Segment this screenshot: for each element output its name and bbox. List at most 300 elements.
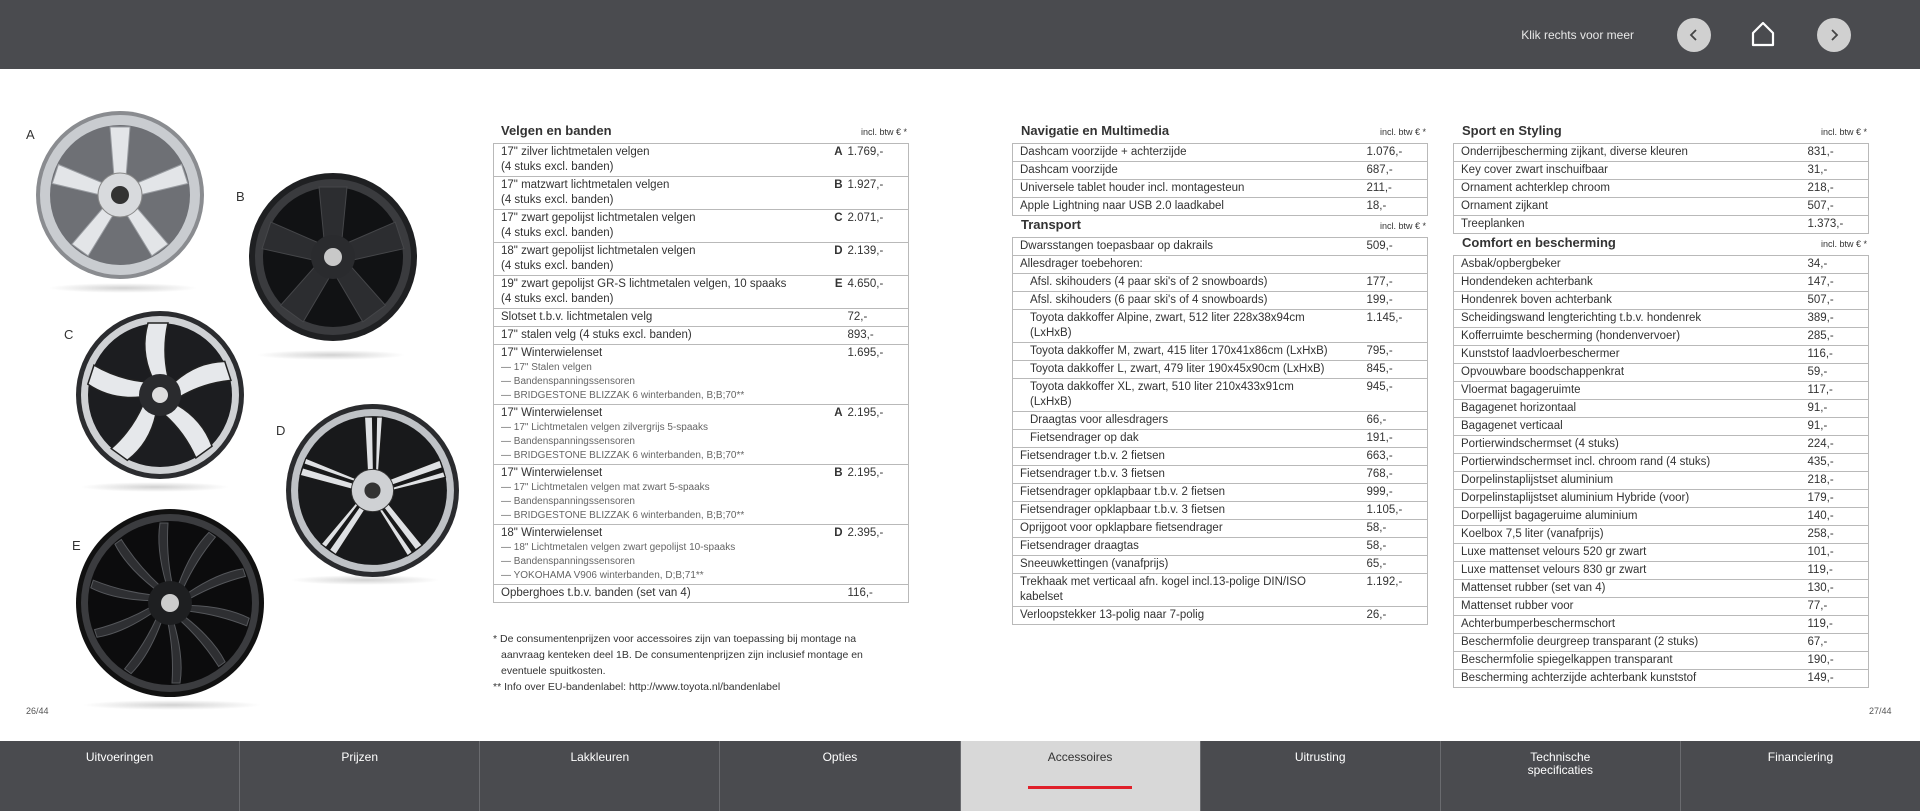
item-price: 26,- bbox=[1366, 607, 1428, 625]
item-price: 58,- bbox=[1366, 520, 1428, 538]
table-row bbox=[1454, 328, 1869, 346]
item-price: 101,- bbox=[1807, 544, 1869, 562]
table-row bbox=[1013, 574, 1428, 607]
footnote bbox=[493, 631, 913, 695]
item-price: 218,- bbox=[1807, 472, 1869, 490]
nav-tab-technische[interactable] bbox=[1441, 741, 1681, 811]
table-row bbox=[1454, 436, 1869, 454]
table-row bbox=[1454, 162, 1869, 180]
section-unit: incl. btw € * bbox=[1379, 127, 1426, 137]
item-name: 19" zwart gepolijst GR-S lichtmetalen velgen, 10 spaaks bbox=[501, 278, 787, 290]
item-name-cell bbox=[494, 327, 825, 345]
table-row bbox=[494, 276, 909, 309]
item-name-cont: kabelset bbox=[1020, 591, 1063, 603]
item-name: Portierwindschermset incl. chroom rand (4 stuks) bbox=[1461, 456, 1711, 468]
sport-comfort-section bbox=[1453, 123, 1869, 688]
item-name: Opberghoes t.b.v. banden (set van 4) bbox=[501, 587, 691, 599]
item-price: 2.071,- bbox=[847, 210, 909, 243]
item-price: 59,- bbox=[1807, 364, 1869, 382]
item-price: 1.192,- bbox=[1366, 574, 1428, 607]
wheel-a-image bbox=[35, 110, 205, 280]
item-price: 91,- bbox=[1807, 418, 1869, 436]
table-row bbox=[1454, 180, 1869, 198]
table-row bbox=[494, 177, 909, 210]
home-icon bbox=[1748, 18, 1778, 48]
item-price: 65,- bbox=[1366, 556, 1428, 574]
item-code: A bbox=[825, 144, 847, 177]
nav-tab-financiering[interactable] bbox=[1681, 741, 1920, 811]
item-name-cell bbox=[1013, 430, 1366, 448]
item-price: 211,- bbox=[1366, 180, 1428, 198]
item-code bbox=[825, 585, 847, 603]
item-price: 140,- bbox=[1807, 508, 1869, 526]
item-price: 31,- bbox=[1807, 162, 1869, 180]
table-row bbox=[1454, 454, 1869, 472]
item-name-cell bbox=[1454, 328, 1807, 346]
table-row bbox=[494, 465, 909, 525]
item-name-cell bbox=[1454, 198, 1807, 216]
item-name: Mattenset rubber voor bbox=[1461, 600, 1574, 612]
table-row bbox=[1454, 144, 1869, 162]
table-row bbox=[1454, 526, 1869, 544]
item-price: 893,- bbox=[847, 327, 909, 345]
footnote-line: * De consumentenprijzen voor accessoires zijn van toepassing bij montage na bbox=[493, 633, 857, 645]
section-header bbox=[1012, 217, 1428, 237]
table-row bbox=[494, 345, 909, 405]
item-name-cell bbox=[1013, 448, 1366, 466]
item-name-cell bbox=[1013, 538, 1366, 556]
wheel-letter: D bbox=[276, 423, 286, 438]
navigatie-transport-section bbox=[1012, 123, 1428, 625]
item-name: Fietsendrager t.b.v. 2 fietsen bbox=[1020, 450, 1165, 462]
section-title: Velgen en banden bbox=[501, 123, 612, 138]
table-row bbox=[1454, 562, 1869, 580]
table-row bbox=[1454, 256, 1869, 274]
item-name-cell bbox=[494, 177, 825, 210]
table-row bbox=[1013, 144, 1428, 162]
table-row bbox=[1454, 400, 1869, 418]
item-sub-line: — YOKOHAMA V906 winterbanden, D;B;71** bbox=[501, 570, 704, 581]
wheel-shadow bbox=[82, 700, 262, 710]
footnote-line: eventuele spuitkosten. bbox=[501, 665, 606, 677]
table-row bbox=[1454, 198, 1869, 216]
nav-tab-label: Financiering bbox=[1767, 750, 1834, 764]
item-name-cell bbox=[1013, 607, 1366, 625]
item-name-cell bbox=[1454, 490, 1807, 508]
table-row bbox=[1013, 466, 1428, 484]
section-title: Navigatie en Multimedia bbox=[1021, 123, 1170, 138]
item-note: (4 stuks excl. banden) bbox=[501, 194, 614, 206]
item-code: D bbox=[825, 525, 847, 585]
item-name: Treeplanken bbox=[1461, 218, 1525, 230]
nav-tab-uitvoeringen[interactable] bbox=[0, 741, 240, 811]
item-name: Fietsendrager opklapbaar t.b.v. 2 fietsen bbox=[1020, 486, 1225, 498]
item-code: D bbox=[825, 243, 847, 276]
item-name: 17" Winterwielenset bbox=[501, 347, 603, 359]
item-name-cell bbox=[1454, 292, 1807, 310]
sport-table bbox=[1453, 143, 1869, 234]
nav-tab-label: specificaties bbox=[1527, 763, 1593, 777]
item-name: Toyota dakkoffer M, zwart, 415 liter 170x41x86cm (LxHxB) bbox=[1030, 345, 1328, 357]
item-price: 18,- bbox=[1366, 198, 1428, 216]
wheel-e-image bbox=[75, 508, 265, 698]
item-price: 509,- bbox=[1366, 238, 1428, 256]
item-price: 91,- bbox=[1807, 400, 1869, 418]
item-name-cont: (LxHxB) bbox=[1030, 327, 1072, 339]
item-code: C bbox=[825, 210, 847, 243]
wheel-shadow bbox=[48, 283, 198, 293]
table-row bbox=[1013, 484, 1428, 502]
nav-tab-label: Opties bbox=[822, 750, 858, 764]
table-row bbox=[494, 243, 909, 276]
item-name-cell bbox=[494, 405, 825, 465]
item-name-cell bbox=[1454, 670, 1807, 688]
item-name: Key cover zwart inschuifbaar bbox=[1461, 164, 1609, 176]
item-sub-line: — Bandenspanningssensoren bbox=[501, 376, 635, 387]
item-name-cell bbox=[1454, 562, 1807, 580]
item-price: 768,- bbox=[1366, 466, 1428, 484]
item-note: (4 stuks excl. banden) bbox=[501, 260, 614, 272]
navigatie-table bbox=[1012, 143, 1428, 216]
item-name-cell bbox=[1013, 556, 1366, 574]
item-sub-line: — 17" Lichtmetalen velgen zilvergrijs 5-spaaks bbox=[501, 422, 708, 433]
table-row bbox=[1013, 607, 1428, 625]
item-name: 17" zilver lichtmetalen velgen bbox=[501, 146, 650, 158]
item-name: Slotset t.b.v. lichtmetalen velg bbox=[501, 311, 653, 323]
section-header bbox=[1012, 123, 1428, 143]
item-price: 507,- bbox=[1807, 292, 1869, 310]
section-unit: incl. btw € * bbox=[1379, 221, 1426, 231]
table-row bbox=[1013, 256, 1428, 274]
wheel-letter: E bbox=[72, 538, 81, 553]
item-name: Draagtas voor allesdragers bbox=[1030, 414, 1169, 426]
item-name-cell bbox=[1013, 484, 1366, 502]
item-price: 119,- bbox=[1807, 562, 1869, 580]
item-sub-line: — BRIDGESTONE BLIZZAK 6 winterbanden, B;B;70** bbox=[501, 450, 745, 461]
table-row bbox=[1013, 430, 1428, 448]
nav-tab-lakkleuren[interactable] bbox=[480, 741, 720, 811]
item-name-cell bbox=[1454, 454, 1807, 472]
item-price: 795,- bbox=[1366, 343, 1428, 361]
item-name: 17" stalen velg (4 stuks excl. banden) bbox=[501, 329, 692, 341]
table-row bbox=[494, 327, 909, 345]
item-name: Mattenset rubber (set van 4) bbox=[1461, 582, 1606, 594]
item-price: 177,- bbox=[1366, 274, 1428, 292]
nav-tab-label: Lakkleuren bbox=[570, 750, 630, 764]
nav-tab-label: Technische bbox=[1530, 750, 1591, 764]
item-name: Fietsendrager op dak bbox=[1030, 432, 1139, 444]
item-name: Beschermfolie spiegelkappen transparant bbox=[1461, 654, 1673, 666]
item-name-cell bbox=[1013, 502, 1366, 520]
item-name: 17" Winterwielenset bbox=[501, 407, 603, 419]
table-row bbox=[1013, 412, 1428, 430]
item-code: E bbox=[825, 276, 847, 309]
velgen-table bbox=[493, 143, 909, 603]
table-row bbox=[494, 309, 909, 327]
item-name: Dorpelinstaplijstset aluminium Hybride (voor) bbox=[1461, 492, 1690, 504]
wheel-b-image bbox=[248, 172, 418, 342]
item-name: Dorpellijst bagageruime aluminium bbox=[1461, 510, 1638, 522]
item-price: 34,- bbox=[1807, 256, 1869, 274]
item-name: Luxe mattenset velours 830 gr zwart bbox=[1461, 564, 1647, 576]
table-row bbox=[1454, 616, 1869, 634]
item-name: Dwarsstangen toepasbaar op dakrails bbox=[1020, 240, 1214, 252]
item-name: Hondendeken achterbank bbox=[1461, 276, 1593, 288]
item-name-cell bbox=[1013, 361, 1366, 379]
chevron-left-icon bbox=[1687, 28, 1701, 42]
nav-tab-prijzen[interactable] bbox=[240, 741, 480, 811]
item-name: Portierwindschermset (4 stuks) bbox=[1461, 438, 1619, 450]
item-name: Opvouwbare boodschappenkrat bbox=[1461, 366, 1625, 378]
item-price: 72,- bbox=[847, 309, 909, 327]
item-price: 224,- bbox=[1807, 436, 1869, 454]
item-price: 117,- bbox=[1807, 382, 1869, 400]
comfort-table bbox=[1453, 255, 1869, 688]
item-name-cell bbox=[1454, 616, 1807, 634]
item-name: Bescherming achterzijde achterbank kunststof bbox=[1461, 672, 1697, 684]
item-name-cell bbox=[1013, 238, 1366, 256]
table-row bbox=[1454, 670, 1869, 688]
table-row bbox=[1454, 382, 1869, 400]
page-number-right: 27/44 bbox=[1869, 706, 1892, 716]
footnote-line: ** Info over EU-bandenlabel: http://www.toyota.nl/bandenlabel bbox=[493, 681, 781, 693]
item-name: Toyota dakkoffer L, zwart, 479 liter 190x45x90cm (LxHxB) bbox=[1030, 363, 1325, 375]
item-name: Ornament zijkant bbox=[1461, 200, 1548, 212]
item-name-cell bbox=[1013, 520, 1366, 538]
table-row bbox=[1013, 274, 1428, 292]
item-sub-line: — Bandenspanningssensoren bbox=[501, 556, 635, 567]
item-price: 1.927,- bbox=[847, 177, 909, 210]
item-name: 17" zwart gepolijst lichtmetalen velgen bbox=[501, 212, 696, 224]
nav-tab-label: Accessoires bbox=[1047, 750, 1113, 764]
table-row bbox=[1013, 502, 1428, 520]
item-name-cell bbox=[494, 585, 825, 603]
section-unit: incl. btw € * bbox=[1820, 239, 1867, 249]
nav-tab-uitrusting[interactable] bbox=[1201, 741, 1441, 811]
item-name: Beschermfolie deurgreep transparant (2 stuks) bbox=[1461, 636, 1699, 648]
item-name-cell bbox=[1454, 652, 1807, 670]
item-name: 17" Winterwielenset bbox=[501, 467, 603, 479]
table-row bbox=[1013, 343, 1428, 361]
item-name: Trekhaak met verticaal afn. kogel incl.13-polige DIN/ISO bbox=[1020, 576, 1306, 588]
wheel-d-image bbox=[285, 403, 460, 578]
item-price: 1.695,- bbox=[847, 345, 909, 405]
footnote-line: aanvraag kenteken deel 1B. De consumentenprijzen zijn inclusief montage en bbox=[501, 649, 863, 661]
item-name-cell bbox=[1454, 310, 1807, 328]
item-name: Dorpelinstaplijstset aluminium bbox=[1461, 474, 1614, 486]
item-name-cell bbox=[494, 345, 825, 405]
table-row bbox=[494, 144, 909, 177]
item-name: Toyota dakkoffer Alpine, zwart, 512 liter 228x38x94cm bbox=[1030, 312, 1305, 324]
item-price: 507,- bbox=[1807, 198, 1869, 216]
item-price: 191,- bbox=[1366, 430, 1428, 448]
item-price: 147,- bbox=[1807, 274, 1869, 292]
wheel-letter: A bbox=[26, 127, 35, 142]
item-price: 285,- bbox=[1807, 328, 1869, 346]
item-price: 831,- bbox=[1807, 144, 1869, 162]
item-name: Verloopstekker 13-polig naar 7-polig bbox=[1020, 609, 1205, 621]
table-row bbox=[1454, 652, 1869, 670]
table-row bbox=[1454, 598, 1869, 616]
item-name-cell bbox=[1454, 180, 1807, 198]
item-name: Allesdrager toebehoren: bbox=[1020, 258, 1143, 270]
item-name-cell bbox=[1013, 310, 1366, 343]
item-name: Universele tablet houder incl. montagesteun bbox=[1020, 182, 1245, 194]
item-price: 130,- bbox=[1807, 580, 1869, 598]
item-name: Afsl. skihouders (4 paar ski's of 2 snowboards) bbox=[1030, 276, 1268, 288]
table-row bbox=[1454, 544, 1869, 562]
item-name-cell bbox=[1013, 292, 1366, 310]
item-price: 1.769,- bbox=[847, 144, 909, 177]
item-name: Asbak/opbergbeker bbox=[1461, 258, 1561, 270]
transport-table bbox=[1012, 237, 1428, 625]
nav-tab-accessoires[interactable] bbox=[961, 741, 1201, 811]
item-price: 2.395,- bbox=[847, 525, 909, 585]
table-row bbox=[1454, 274, 1869, 292]
section-unit: incl. btw € * bbox=[1820, 127, 1867, 137]
item-name: Luxe mattenset velours 520 gr zwart bbox=[1461, 546, 1647, 558]
table-row bbox=[1454, 472, 1869, 490]
top-bar bbox=[0, 0, 1920, 69]
table-row bbox=[1013, 379, 1428, 412]
section-title: Sport en Styling bbox=[1462, 123, 1562, 138]
item-name-cell bbox=[494, 309, 825, 327]
item-price bbox=[1366, 256, 1428, 274]
previous-page-button[interactable] bbox=[1677, 18, 1711, 52]
item-name: Dashcam voorzijde + achterzijde bbox=[1020, 146, 1187, 158]
item-code: A bbox=[825, 405, 847, 465]
table-row bbox=[494, 405, 909, 465]
item-name-cell bbox=[494, 144, 825, 177]
item-name-cell bbox=[1013, 574, 1366, 607]
item-name: 18" zwart gepolijst lichtmetalen velgen bbox=[501, 245, 696, 257]
item-note: (4 stuks excl. banden) bbox=[501, 227, 614, 239]
item-name-cell bbox=[494, 276, 825, 309]
item-price: 199,- bbox=[1366, 292, 1428, 310]
item-name: Fietsendrager draagtas bbox=[1020, 540, 1139, 552]
item-name: Afsl. skihouders (6 paar ski's of 4 snowboards) bbox=[1030, 294, 1268, 306]
section-header bbox=[1453, 123, 1869, 143]
nav-tab-label: Uitrusting bbox=[1294, 750, 1346, 764]
item-name-cell bbox=[1454, 418, 1807, 436]
item-note: (4 stuks excl. banden) bbox=[501, 161, 614, 173]
table-row bbox=[1454, 418, 1869, 436]
item-price: 2.195,- bbox=[847, 405, 909, 465]
wheel-shadow bbox=[80, 482, 230, 492]
item-name: Koelbox 7,5 liter (vanafprijs) bbox=[1461, 528, 1604, 540]
item-name-cell bbox=[1454, 526, 1807, 544]
item-price: 2.195,- bbox=[847, 465, 909, 525]
item-name: Dashcam voorzijde bbox=[1020, 164, 1118, 176]
section-header bbox=[493, 123, 909, 143]
item-name-cell bbox=[1454, 346, 1807, 364]
item-price: 116,- bbox=[1807, 346, 1869, 364]
item-name: Ornament achterklep chroom bbox=[1461, 182, 1610, 194]
section-title: Comfort en bescherming bbox=[1462, 235, 1616, 250]
item-price: 258,- bbox=[1807, 526, 1869, 544]
item-sub-line: — 18" Lichtmetalen velgen zwart gepolijst 10-spaaks bbox=[501, 542, 736, 553]
item-name-cell bbox=[1013, 412, 1366, 430]
item-name-cell bbox=[1013, 379, 1366, 412]
wheel-c-image bbox=[75, 310, 245, 480]
item-price: 4.650,- bbox=[847, 276, 909, 309]
item-code: B bbox=[825, 177, 847, 210]
nav-tab-opties[interactable] bbox=[720, 741, 960, 811]
table-row bbox=[494, 210, 909, 243]
item-price: 119,- bbox=[1807, 616, 1869, 634]
item-name: Apple Lightning naar USB 2.0 laadkabel bbox=[1020, 200, 1224, 212]
item-name-cell bbox=[1454, 580, 1807, 598]
item-name-cell bbox=[1454, 216, 1807, 234]
wheel-letter: C bbox=[64, 327, 74, 342]
item-name: Fietsendrager t.b.v. 3 fietsen bbox=[1020, 468, 1165, 480]
item-name-cell bbox=[1454, 256, 1807, 274]
item-price: 1.105,- bbox=[1366, 502, 1428, 520]
table-row bbox=[1454, 508, 1869, 526]
item-name-cell bbox=[494, 525, 825, 585]
item-name-cell bbox=[1454, 544, 1807, 562]
item-code bbox=[825, 309, 847, 327]
item-name: Fietsendrager opklapbaar t.b.v. 3 fietsen bbox=[1020, 504, 1225, 516]
item-sub-line: — Bandenspanningssensoren bbox=[501, 496, 635, 507]
item-name-cell bbox=[1013, 144, 1366, 162]
item-name-cell bbox=[1013, 466, 1366, 484]
table-row bbox=[494, 525, 909, 585]
item-price: 66,- bbox=[1366, 412, 1428, 430]
item-name: Bagagenet horizontaal bbox=[1461, 402, 1577, 414]
next-page-button[interactable] bbox=[1817, 18, 1851, 52]
item-price: 116,- bbox=[847, 585, 909, 603]
item-name-cell bbox=[1454, 400, 1807, 418]
item-name: Vloermat bagageruimte bbox=[1461, 384, 1581, 396]
item-code: B bbox=[825, 465, 847, 525]
nav-tab-label: Prijzen bbox=[341, 750, 379, 764]
section-title: Transport bbox=[1021, 217, 1081, 232]
item-name: 17" matzwart lichtmetalen velgen bbox=[501, 179, 670, 191]
table-row bbox=[1013, 448, 1428, 466]
item-name: Achterbumperbeschermschort bbox=[1461, 618, 1616, 630]
item-price: 149,- bbox=[1807, 670, 1869, 688]
table-row bbox=[494, 585, 909, 603]
item-name: Kunststof laadvloerbeschermer bbox=[1461, 348, 1620, 360]
table-row bbox=[1013, 162, 1428, 180]
item-sub-line: — 17" Stalen velgen bbox=[501, 362, 592, 373]
item-name: Oprijgoot voor opklapbare fietsendrager bbox=[1020, 522, 1223, 534]
item-name-cell bbox=[1454, 144, 1807, 162]
item-name-cont: (LxHxB) bbox=[1030, 396, 1072, 408]
home-button[interactable] bbox=[1748, 18, 1778, 48]
item-name-cell bbox=[1454, 162, 1807, 180]
item-price: 435,- bbox=[1807, 454, 1869, 472]
page-number-left: 26/44 bbox=[26, 706, 49, 716]
bottom-navigation bbox=[0, 741, 1920, 811]
item-name-cell bbox=[1013, 343, 1366, 361]
table-row bbox=[1454, 364, 1869, 382]
item-name: Onderrijbescherming zijkant, diverse kleuren bbox=[1461, 146, 1688, 158]
item-sub-line: — BRIDGESTONE BLIZZAK 6 winterbanden, B;B;70** bbox=[501, 510, 745, 521]
item-name-cell bbox=[1454, 598, 1807, 616]
table-row bbox=[1013, 238, 1428, 256]
section-unit: incl. btw € * bbox=[860, 127, 907, 137]
item-price: 2.139,- bbox=[847, 243, 909, 276]
table-row bbox=[1013, 556, 1428, 574]
item-name-cell bbox=[1454, 508, 1807, 526]
item-price: 1.145,- bbox=[1366, 310, 1428, 343]
table-row bbox=[1454, 292, 1869, 310]
item-price: 67,- bbox=[1807, 634, 1869, 652]
item-name-cell bbox=[1013, 274, 1366, 292]
table-row bbox=[1013, 361, 1428, 379]
